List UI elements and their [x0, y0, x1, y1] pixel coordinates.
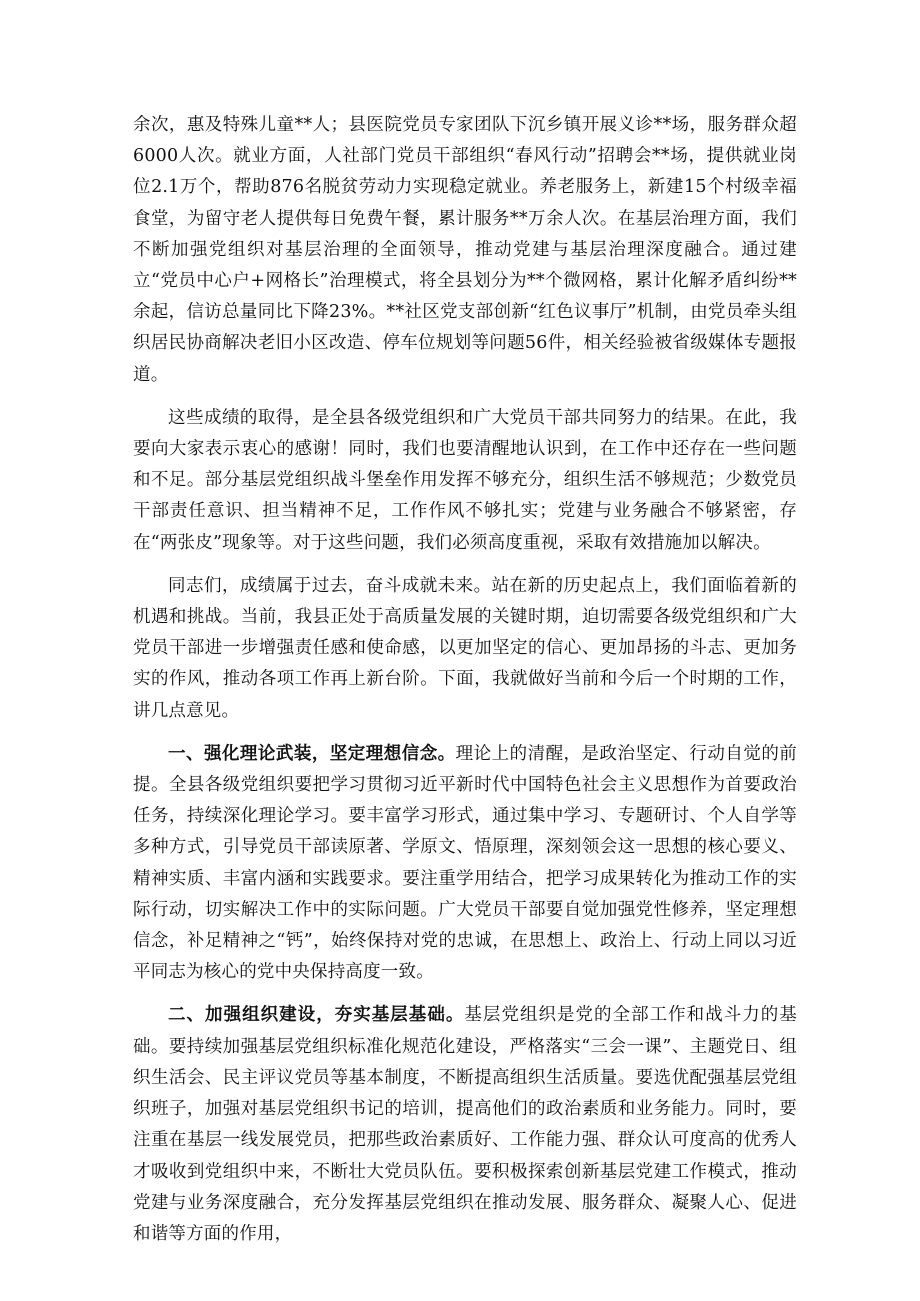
paragraph-text: 这些成绩的取得，是全县各级党组织和广大党员干部共同努力的结果。在此，我要向大家表示衷心的感谢！同时，我们也要清醒地认识到，在工作中还存在一些问题和不足。部分基层党组织战斗堡垒作用发挥不够充分，组织生活不够规范；少数党员干部责任意识、担当精神不足，工作作风不够扎实；党建与业务融合不够紧密，存在“两张皮”现象等。对于这些问题，我们必须高度重视，采取有效措施加以解决。 [133, 407, 797, 553]
section-heading: 二、加强组织建设，夯实基层基础。 [168, 1005, 465, 1026]
paragraph-text: 余次，惠及特殊儿童**人；县医院党员专家团队下沉乡镇开展义诊**场，服务群众超6000人次。就业方面，人社部门党员干部组织“春风行动”招聘会**场，提供就业岗位2.1万个，帮助876名脱贫劳动力实现稳定就业。养老服务上，新建15个村级幸福食堂，为留守老人提供每日免费午餐，累计服务**万余人次。在基层治理方面，我们不断加强党组织对基层治理的全面领导，推动党建与基层治理深度融合。通过建立“党员中心户+网格长”治理模式，将全县划分为**个微网格，累计化解矛盾纠纷**余起，信访总量同比下降23%。**社区党支部创新“红色议事厅”机制，由党员牵头组织居民协商解决老旧小区改造、停车位规划等问题56件，相关经验被省级媒体专题报道。 [133, 115, 797, 385]
document-body [133, 110, 797, 1262]
paragraph-outlook [133, 571, 797, 727]
paragraph-text: 同志们，成绩属于过去，奋斗成就未来。站在新的历史起点上，我们面临着新的机遇和挑战。当前，我县正处于高质量发展的关键时期，迫切需要各级党组织和广大党员干部进一步增强责任感和使命感，以更加坚定的信心、更加昂扬的斗志、更加务实的作风，推动各项工作再上新台阶。下面，我就做好当前和今后一个时期的工作，讲几点意见。 [133, 575, 797, 721]
paragraph-achievements [133, 403, 797, 559]
section-heading: 一、强化理论武装，坚定理想信念。 [168, 743, 456, 764]
paragraph-text: 理论上的清醒，是政治坚定、行动自觉的前提。全县各级党组织要把学习贯彻习近平新时代中国特色社会主义思想作为首要政治任务，持续深化理论学习。要丰富学习形式，通过集中学习、专题研讨、个人自学等多种方式，引导党员干部读原著、学原文、悟原理，深刻领会这一思想的核心要义、精神实质、丰富内涵和实践要求。要注重学用结合，把学习成果转化为推动工作的实际行动，切实解决工作中的实际问题。广大党员干部要自觉加强党性修养，坚定理想信念，补足精神之“钙”，始终保持对党的忠诚，在思想上、政治上、行动上同以习近平同志为核心的党中央保持高度一致。 [133, 743, 797, 983]
paragraph-text: 基层党组织是党的全部工作和战斗力的基础。要持续加强基层党组织标准化规范化建设，严格落实“三会一课”、主题党日、组织生活会、民主评议党员等基本制度，不断提高组织生活质量。要选优配强基层党组织班子，加强对基层党组织书记的培训，提高他们的政治素质和业务能力。同时，要注重在基层一线发展党员，把那些政治素质好、工作能力强、群众认可度高的优秀人才吸收到党组织中来，不断壮大党员队伍。要积极探索创新基层党建工作模式，推动党建与业务深度融合，充分发挥基层党组织在推动发展、服务群众、凝聚人心、促进和谐等方面的作用， [133, 1005, 797, 1244]
paragraph-continuation [133, 110, 797, 391]
paragraph-section-2 [133, 1000, 797, 1250]
paragraph-section-1 [133, 739, 797, 989]
